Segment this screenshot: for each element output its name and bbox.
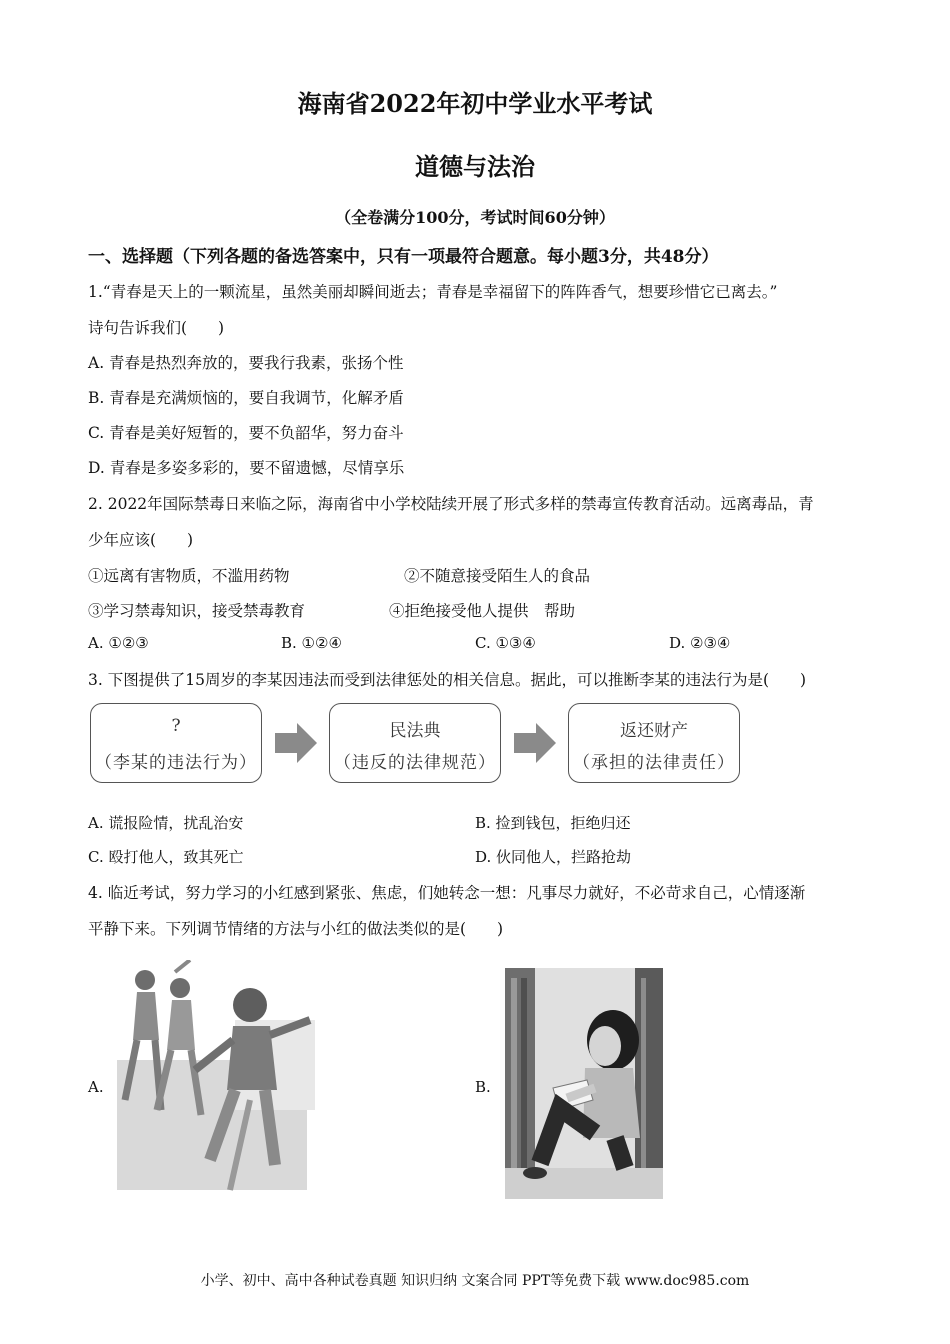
q4-option-b-label: B. — [475, 1078, 491, 1096]
q2-stem-line1: 2. 2022年国际禁毒日来临之际，海南省中小学校陆续开展了形式多样的禁毒宣传教育活动。远离毒品，青 — [88, 495, 814, 513]
flow-box-liability-title: 返还财产 — [620, 721, 688, 741]
q2-option-d: D. ②③④ — [669, 634, 731, 652]
flow-box-law-caption: （违反的法律规范） — [334, 753, 496, 773]
q3-option-a: A. 谎报险情，扰乱治安 — [88, 814, 244, 832]
q1-option-a: A. 青春是热烈奔放的，要我行我素，张扬个性 — [88, 354, 404, 372]
q2-item-2: ②不随意接受陌生人的食品 — [404, 567, 591, 585]
arrow-right-icon — [275, 723, 317, 763]
q3-option-c: C. 殴打他人，致其死亡 — [88, 848, 244, 866]
q2-option-a: A. ①②③ — [88, 634, 149, 652]
exam-title: 海南省2022年初中学业水平考试 — [297, 89, 653, 118]
q2-option-b: B. ①②④ — [281, 634, 342, 652]
flow-box-liability-caption: （承担的法律责任） — [573, 753, 735, 773]
section-heading: 一、选择题（下列各题的备选答案中，只有一项最符合题意。每小题3分，共48分） — [88, 247, 719, 267]
page-footer: 小学、初中、高中各种试卷真题 知识归纳 文案合同 PPT等免费下载 www.doc985.com — [200, 1273, 750, 1289]
exam-subject: 道德与法治 — [415, 152, 535, 181]
q1-stem-line2: 诗句告诉我们( ) — [88, 319, 225, 337]
flow-box-liability — [568, 703, 740, 783]
q1-option-d: D. 青春是多姿多彩的，要不留遗憾，尽情享乐 — [88, 459, 405, 477]
q2-item-4: ④拒绝接受他人提供 帮助 — [389, 602, 576, 620]
q3-stem: 3. 下图提供了15周岁的李某因违法而受到法律惩处的相关信息。据此，可以推断李某的违法行为是( ) — [88, 671, 807, 689]
flow-box-violation-title: ? — [171, 716, 181, 736]
q4-stem-line1: 4. 临近考试，努力学习的小红感到紧张、焦虑，们她转念一想：凡事尽力就好，不必苛求自己，心情逐渐 — [88, 884, 806, 902]
q2-stem-line2: 少年应该( ) — [88, 531, 194, 549]
dancing-girls-image — [115, 960, 315, 1196]
q1-option-c: C. 青春是美好短暂的，要不负韶华，努力奋斗 — [88, 424, 404, 442]
q4-option-a-label: A. — [88, 1078, 104, 1096]
q1-stem-line1: 1.“青春是天上的一颗流星，虽然美丽却瞬间逝去；青春是幸福留下的阵阵香气，想要珍惜它已离去。” — [88, 283, 778, 301]
q2-item-3: ③学习禁毒知识，接受禁毒教育 — [88, 602, 306, 620]
q2-item-1: ①远离有害物质，不滥用药物 — [88, 567, 290, 585]
q3-option-b: B. 捡到钱包，拒绝归还 — [475, 814, 631, 832]
flow-box-law-title: 民法典 — [389, 721, 441, 741]
q4-stem-line2: 平静下来。下列调节情绪的方法与小红的做法类似的是( ) — [88, 920, 504, 938]
exam-note: （全卷满分100分，考试时间60分钟） — [335, 208, 615, 227]
flow-box-violation-caption: （李某的违法行为） — [95, 753, 257, 773]
flow-box-law — [329, 703, 501, 783]
q3-option-d: D. 伙同他人，拦路抢劫 — [475, 848, 632, 866]
girl-reading-image — [505, 968, 663, 1199]
flow-box-violation — [90, 703, 262, 783]
q1-option-b: B. 青春是充满烦恼的，要自我调节，化解矛盾 — [88, 389, 404, 407]
arrow-right-icon — [514, 723, 556, 763]
q2-option-c: C. ①③④ — [475, 634, 536, 652]
